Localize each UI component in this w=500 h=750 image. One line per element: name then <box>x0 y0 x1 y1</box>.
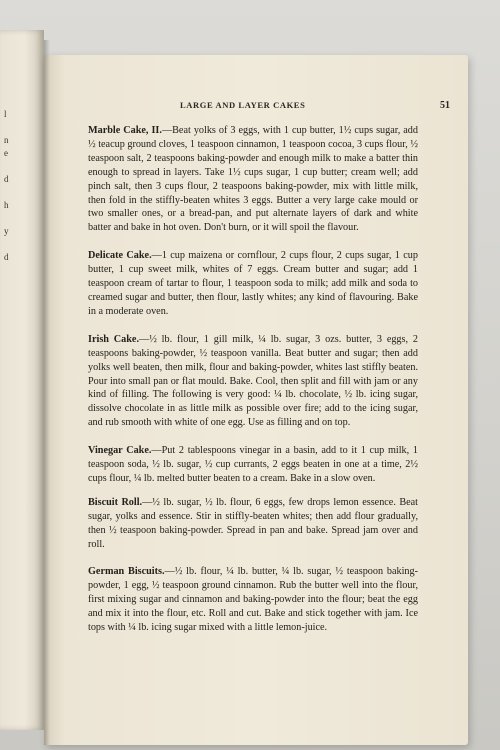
left-page-edge <box>0 30 44 730</box>
left-fragment: d <box>4 174 9 184</box>
recipe-text: —Put 2 tablespoons vinegar in a basin, add to it 1 cup milk, 1 teaspoon soda, ½ lb. sugar, ½ cup currants, 2 eggs beaten in one at a time, 2½ cups flour, ¼ lb. melted butter beaten to a cream. Bake in a slow oven. <box>88 445 418 484</box>
spine-shadow <box>44 40 50 745</box>
recipe-text: —½ lb. sugar, ½ lb. flour, 6 eggs, few drops lemon essence. Beat sugar, yolks and essence. Stir in stiffly-beaten whites; then add flour gradually, then ½ teaspoon baking-powder. Spread in pan and bake. Spread jam over and roll. <box>88 496 418 550</box>
recipe-title: Vinegar Cake. <box>88 445 152 457</box>
running-head: LARGE AND LAYER CAKES <box>180 100 306 110</box>
left-fragment <box>4 121 24 134</box>
recipe-text: —½ lb. flour, 1 gill milk, ¼ lb. sugar, 3 ozs. butter, 3 eggs, 2 teaspoons baking-powder, ½ teaspoon vanilla. Beat butter and sugar; then add yolks well beaten, then milk, flour and baking-powder, whites last stiffly beaten. Pour into small pan or flat mould. Bake. Cool, then split and fill with jam or any kind of filling. The following is very good: ¼ lb. chocolate, ½ lb. icing sugar, dissolve chocolate in as little milk as possible over fire; add to the icing sugar, and rub smooth with white of one egg. Use as filling and on top. <box>88 333 418 429</box>
left-fragment: d <box>4 252 9 262</box>
recipe-german-biscuits <box>88 565 418 635</box>
recipe-text: —Beat yolks of 3 eggs, with 1 cup butter, 1½ cups sugar, add ½ teacup ground cloves, 1 teaspoon cinnamon, 1 teaspoon cocoa, 3 cups flour, ½ teaspoon salt, 2 teaspoons baking-powder and enough milk to make a batter thin enough to spread in layers. Take 1½ cups sugar, 1 cup butter; cream well; add pinch salt, then 3 cups flour, 2 teaspoons baking-powder, mix with little milk, then fold in the stiffly-beaten whites 3 eggs. Butter a very large cake mould or two smaller ones, or a bread-pan, and put alternate layers of dark and white batter and bake in hot oven. Don't burn, or it will spoil the flavour. <box>88 125 418 234</box>
left-fragment: y <box>4 226 9 236</box>
recipe-title: Irish Cake. <box>88 333 139 345</box>
recipe-title: Biscuit Roll. <box>88 496 143 508</box>
recipe-biscuit-roll <box>88 496 418 552</box>
left-fragment <box>4 160 24 173</box>
recipe-title: Delicate Cake. <box>88 250 152 262</box>
recipe-delicate-cake <box>88 249 418 319</box>
recipe-marble-cake <box>88 124 418 235</box>
left-fragment: e <box>4 148 8 158</box>
recipe-text: —½ lb. flour, ¼ lb. butter, ¼ lb. sugar, ½ teaspoon baking-powder, 1 egg, ½ teaspoon ground cinnamon. Rub the butter well into the flour, first mixing sugar and cinnamon and baking-powder into the flour; beat the egg and mix it into the flour, etc. Roll and cut. Bake and stick together with jam. Ice tops with ¼ lb. icing sugar mixed with a little lemon-juice. <box>88 566 418 634</box>
left-page-text-fragments <box>4 108 24 264</box>
left-fragment <box>4 186 24 199</box>
left-fragment: h <box>4 200 9 210</box>
left-fragment <box>4 238 24 251</box>
recipe-title: German Biscuits. <box>88 566 165 578</box>
recipe-list <box>88 120 418 645</box>
recipe-vinegar-cake <box>88 444 418 486</box>
recipe-irish-cake <box>88 333 418 430</box>
left-fragment: l <box>4 109 7 119</box>
left-fragment <box>4 212 24 225</box>
recipe-text: —1 cup maizena or cornflour, 2 cups flour, 2 cups sugar, 1 cup butter, 1 cup sweet milk, whites of 7 eggs. Cream butter and sugar; add 1 teaspoon cream of tartar to flour, 1 teaspoon soda to milk; add milk and soda to creamed sugar and butter, then flour, lastly whites; any kind of flavouring. Bake in a moderate oven. <box>88 250 418 317</box>
left-fragment: n <box>4 135 9 145</box>
recipe-title: Marble Cake, II. <box>88 125 162 136</box>
page-number: 51 <box>440 100 450 111</box>
